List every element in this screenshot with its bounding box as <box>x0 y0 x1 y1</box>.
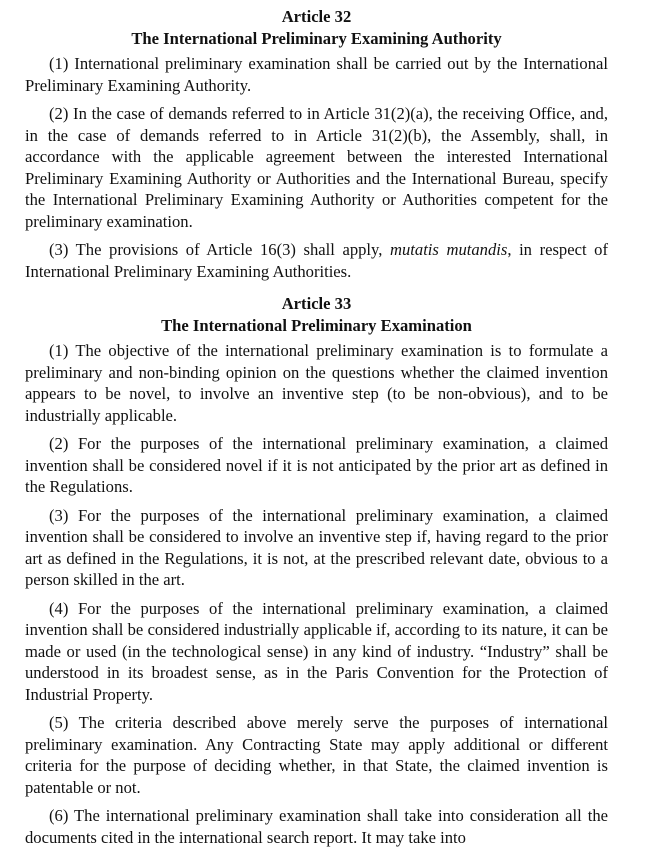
paragraph-text: , in respect of International Preliminary Examining Authorities. <box>25 240 608 281</box>
article-number: Article 32 <box>281 7 352 26</box>
article-number: Article 33 <box>281 294 352 313</box>
paragraph: (4) For the purposes of the international preliminary examination, a claimed invention shall be considered industrially applicable if, according to its nature, it can be made or used (in the technological sense) in any kind of industry. “Industry” shall be understood in its broadest sense, as in the Paris Convention for the Protection of Industrial Property. <box>25 598 608 704</box>
paragraph: (6) The international preliminary examination shall take into consideration all the documents cited in the international search report. It may take into <box>25 806 608 847</box>
paragraph: (1) The objective of the international preliminary examination is to formulate a preliminary and non-binding opinion on the questions whether the claimed invention appears to be novel, to involve an inventive step (to be non-obvious), and to be industrially applicable. <box>25 341 608 425</box>
article-title: The International Preliminary Examining Authority <box>131 28 502 48</box>
paragraph: (5) The criteria described above merely serve the purposes of international preliminary examination. Any Contracting State may apply additional or different criteria for the purpose of deciding whether, in that State, the claimed invention is patentable or not. <box>25 713 608 797</box>
italic-phrase: mutatis mutandis <box>390 240 508 259</box>
paragraph-text: (3) The provisions of Article 16(3) shall apply, <box>49 240 390 259</box>
article-title: The International Preliminary Examination <box>161 315 472 335</box>
paragraph: (2) For the purposes of the international preliminary examination, a claimed invention shall be considered novel if it is not anticipated by the prior art as defined in the Regulations. <box>25 434 608 496</box>
paragraph: (1) International preliminary examination shall be carried out by the International Preliminary Examining Authority. <box>25 54 608 95</box>
article-33 <box>25 293 608 848</box>
article-32 <box>25 6 608 282</box>
paragraph <box>25 239 608 282</box>
document-page <box>25 6 608 848</box>
paragraph: (2) In the case of demands referred to in Article 31(2)(a), the receiving Office, and, in the case of demands referred to in Article 31(2)(b), the Assembly, shall, in accordance with the applicable agreement between the interested International Preliminary Examining Authority or Authorities and the International Bureau, specify the International Preliminary Examining Authority or Authorities competent for the preliminary examination. <box>25 104 608 231</box>
paragraph: (3) For the purposes of the international preliminary examination, a claimed invention shall be considered to involve an inventive step if, having regard to the prior art as defined in the Regulations, it is not, at the prescribed relevant date, obvious to a person skilled in the art. <box>25 505 608 589</box>
